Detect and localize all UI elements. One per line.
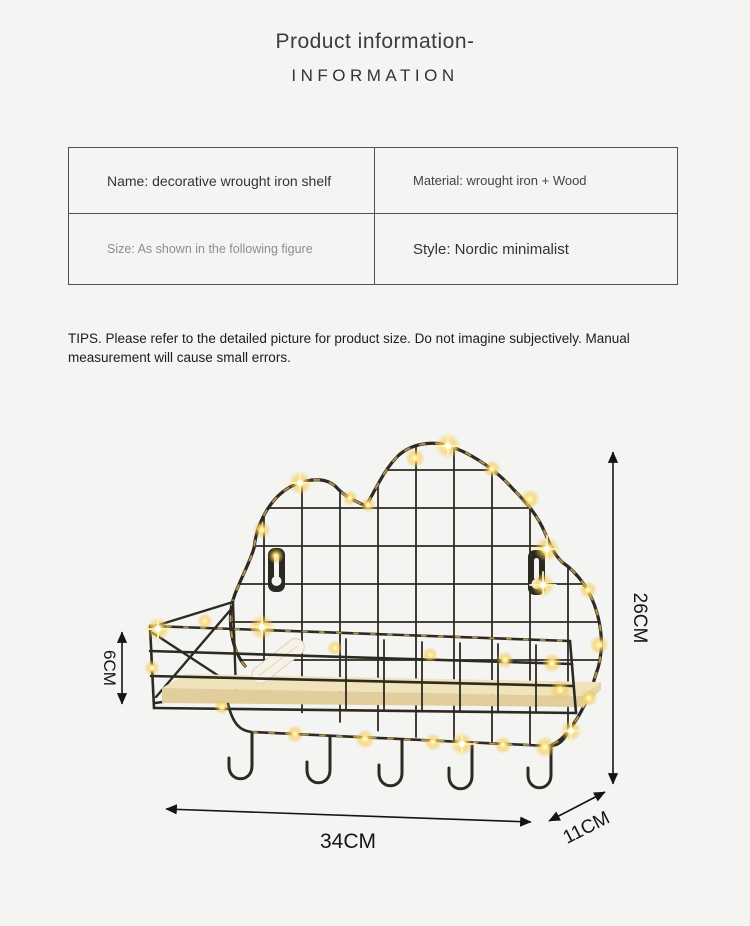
dim-label-height: 26CM bbox=[629, 592, 650, 644]
tips-text: TIPS. Please refer to the detailed picture for product size. Do not imagine subjectively. Manual measurement will cause small errors. bbox=[68, 331, 630, 365]
spec-size-text: Size: As shown in the following figure bbox=[107, 242, 313, 256]
spec-name-text: Name: decorative wrought iron shelf bbox=[107, 172, 332, 189]
spec-material-text: Material: wrought iron + Wood bbox=[413, 173, 587, 188]
page-subtitle: INFORMATION bbox=[291, 66, 459, 85]
spec-style-text: Style: Nordic minimalist bbox=[413, 240, 569, 258]
dim-label-depth: 11CM bbox=[559, 807, 614, 849]
dim-label-width: 34CM bbox=[319, 830, 377, 853]
dim-label-basket-height: 6CM bbox=[100, 650, 119, 686]
page-title: Product information- bbox=[275, 30, 475, 53]
hooks bbox=[228, 704, 570, 789]
